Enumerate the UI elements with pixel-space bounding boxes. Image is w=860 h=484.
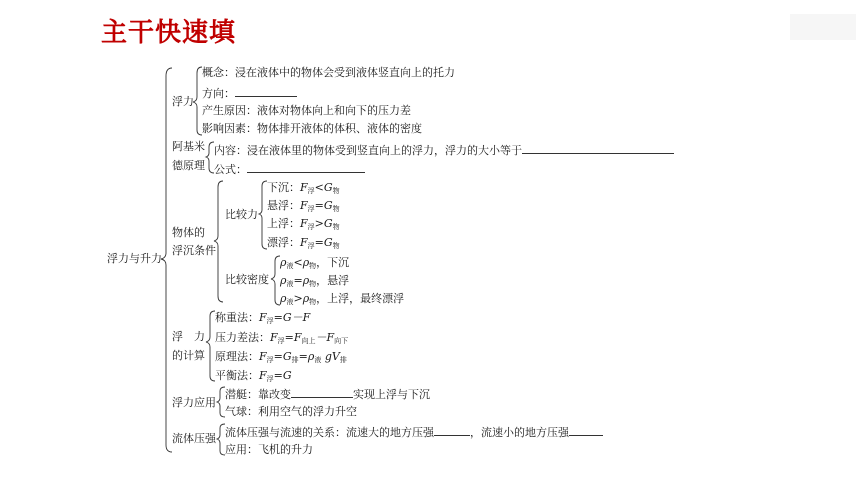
calc-pressure-diff: 压力差法：$F_浮=F_{向上}-F_{向下}$: [215, 331, 349, 345]
root-label: 浮力与升力: [107, 252, 162, 265]
archimedes-formula-blank[interactable]: [247, 161, 365, 173]
calc-weighing: 称重法：$F_浮=G-F$: [215, 311, 311, 325]
submarine-blank[interactable]: [291, 386, 353, 398]
buoyancy-direction: 方向：: [202, 85, 297, 101]
archimedes-label-1: 阿基米: [172, 140, 205, 153]
compare-force-item: 悬浮：$F_浮=G_物$: [267, 199, 340, 213]
compare-force-item: 漂浮：$F_浮=G_物$: [267, 236, 340, 250]
fluid-pressure-label: 流体压强: [172, 432, 216, 445]
calc-balance: 平衡法：$F_浮=G$: [215, 369, 292, 383]
float-sink-label-1: 物体的: [172, 226, 205, 239]
archimedes-formula: 公式：: [214, 161, 365, 177]
buoyancy-concept: 概念：浸在液体中的物体会受到液体竖直向上的托力: [202, 66, 455, 79]
compare-density-bracket: [271, 256, 280, 305]
calculation-bracket: [206, 311, 215, 381]
root-bracket: [161, 68, 172, 452]
calculation-label-1: 浮 力: [172, 330, 205, 343]
archimedes-bracket: [206, 142, 214, 173]
application-label: 浮力应用: [172, 396, 216, 409]
buoyancy-label: 浮力: [172, 95, 194, 108]
fluid-pressure-bracket: [217, 424, 225, 455]
archimedes-content: 内容：浸在液体里的物体受到竖直向上的浮力，浮力的大小等于: [214, 142, 674, 158]
compare-density-item: $\rho_液<\rho_物$，下沉: [280, 256, 350, 270]
compare-density-item: $\rho_液>\rho_物$，上浮，最终漂浮: [280, 292, 405, 306]
fluid-pressure-relation: 流体压强与流速的关系：流速大的地方压强 ，流速小的地方压强: [225, 424, 603, 440]
calculation-label-2: 的计算: [172, 349, 205, 362]
buoyancy-factors: 影响因素：物体排开液体的体积、液体的密度: [202, 122, 422, 135]
float-sink-label-2: 浮沉条件: [172, 244, 216, 257]
archimedes-content-blank[interactable]: [522, 142, 674, 154]
calc-principle: 原理法：$F_浮=G_排=\rho_液$ $gV_排$: [215, 350, 347, 364]
compare-force-label: 比较力: [225, 208, 258, 221]
fluid-pressure-application: 应用：飞机的升力: [225, 443, 313, 456]
compare-force-bracket: [259, 181, 267, 249]
page-title: 主干快速填: [101, 18, 237, 48]
application-submarine: 潜艇：靠改变 实现上浮与下沉: [225, 388, 430, 401]
fast-flow-blank[interactable]: [434, 424, 470, 436]
buoyancy-cause: 产生原因：液体对物体向上和向下的压力差: [202, 104, 411, 117]
float-sink-bracket: [214, 181, 223, 302]
archimedes-label-2: 德原理: [172, 159, 205, 172]
compare-force-item: 下沉：$F_浮<G_物$: [267, 181, 340, 195]
compare-density-item: $\rho_液=\rho_物$，悬浮: [280, 274, 350, 288]
slow-flow-blank[interactable]: [569, 424, 603, 436]
application-bracket: [217, 387, 225, 417]
compare-force-item: 上浮：$F_浮>G_物$: [267, 217, 340, 231]
buoyancy-bracket: [193, 67, 202, 135]
direction-blank[interactable]: [235, 85, 297, 97]
compare-density-label: 比较密度: [225, 273, 269, 286]
application-balloon: 气球：利用空气的浮力升空: [225, 405, 357, 418]
